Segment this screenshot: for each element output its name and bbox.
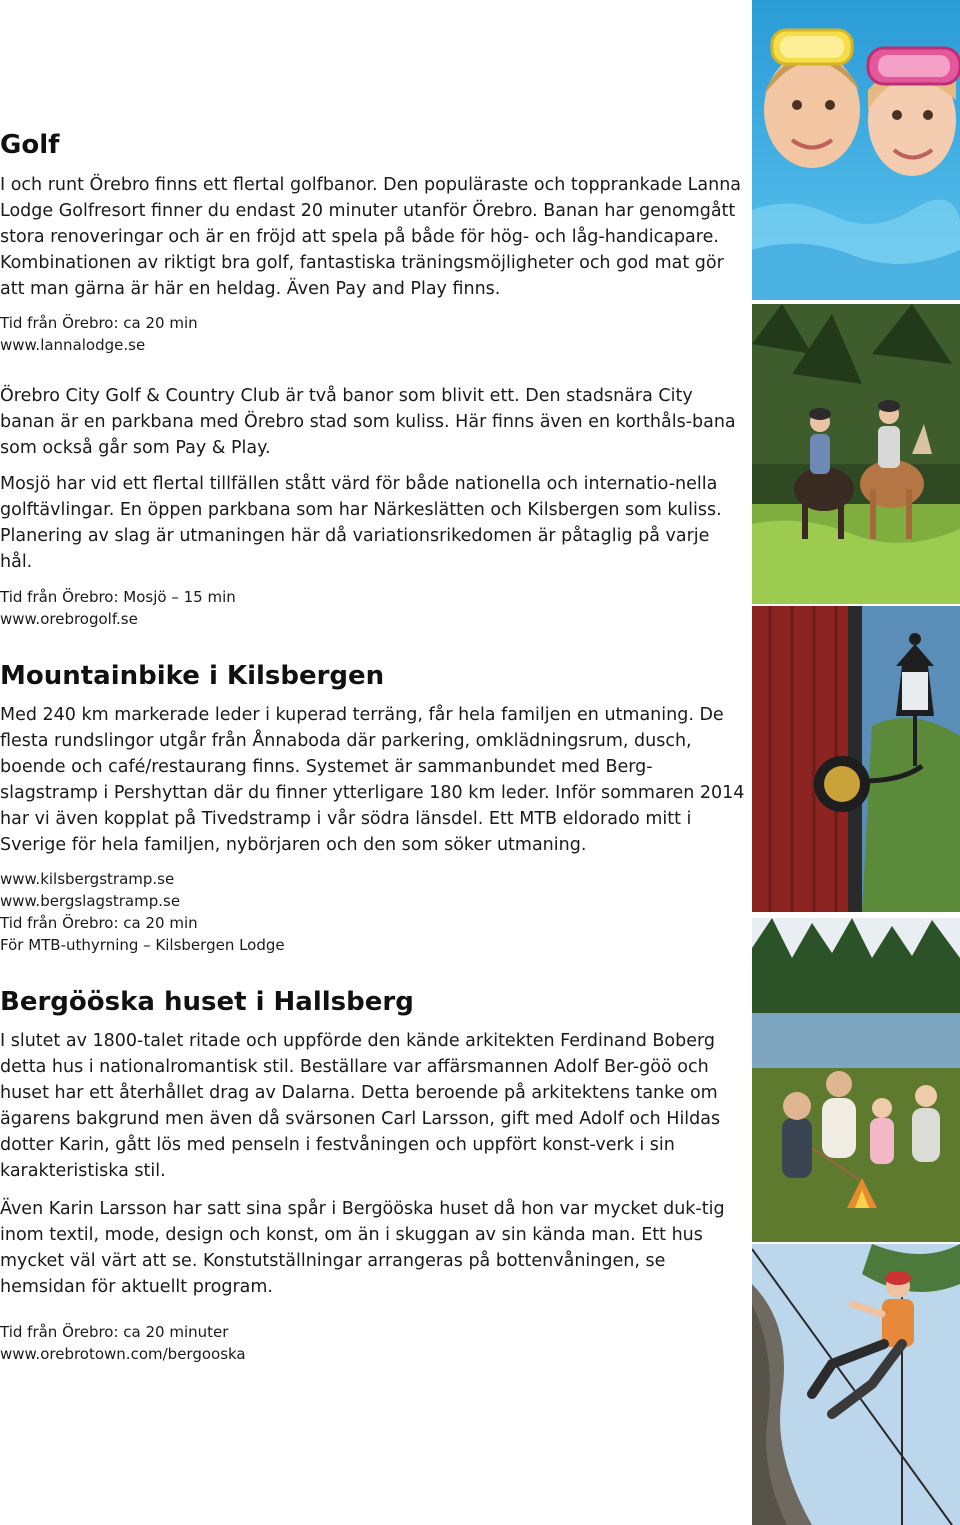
mtb-paragraph: Med 240 km markerade leder i kuperad terräng, får hela familjen en utmaning. De flesta rundslingor utgår från Ånnaboda där parkering, omklädningsrum, dusch, boende och café/restaurang finns. Systemet är sammanbundet med Berg-slagstramp i Pershyttan där du finner ytterligare 180 km leder. Inför sommaren 2014 har vi även kopplat på Tivedstramp i vår södra länsdel. Ett MTB eldorado mitt i Sverige för hela familjen, nybörjaren och den som söker utmaning. xyxy=(0,705,745,855)
golf-intro-paragraph: I och runt Örebro finns ett flertal golfbanor. Den populäraste och topprankade Lanna Lodge Golfresort finner du endast 20 minuter utanför Örebro. Banan har genomgått stora renoveringar och är en fröjd att spela på både för hög- och låg-handicapare. Kombinationen av riktigt bra golf, fantastiska träningsmöjligheter och god mat gör att man gärna är här en heldag. Även Pay and Play finns. xyxy=(0,175,742,299)
link-orebrogolf[interactable]: www.orebrogolf.se xyxy=(0,610,138,628)
photo-horse-riding xyxy=(752,304,960,604)
bergooska-travel-time: Tid från Örebro: ca 20 minuter xyxy=(0,1323,229,1341)
mtb-travel-time: Tid från Örebro: ca 20 min xyxy=(0,914,198,932)
golf-mosjo-paragraph: Mosjö har vid ett flertal tillfällen stått värd för både nationella och internatio-nella golftävlingar. En öppen parkbana som har Närkeslätten och Kilsbergen som kuliss. Planering av slag är utmaningen här då variationsrikedomen är påtaglig på varje hål. xyxy=(0,474,722,572)
heading-bergooska: Bergööska huset i Hallsberg xyxy=(0,987,414,1017)
heading-golf: Golf xyxy=(0,130,60,160)
link-orebrotown-bergooska[interactable]: www.orebrotown.com/bergooska xyxy=(0,1345,246,1363)
link-bergslagstramp[interactable]: www.bergslagstramp.se xyxy=(0,892,181,910)
link-lannalodge[interactable]: www.lannalodge.se xyxy=(0,336,146,354)
link-kilsbergstramp[interactable]: www.kilsbergstramp.se xyxy=(0,870,175,888)
photo-rock-climbing xyxy=(752,1244,960,1525)
mtb-rental: För MTB-uthyrning – Kilsbergen Lodge xyxy=(0,936,285,954)
photo-strip xyxy=(752,0,960,1525)
heading-mountainbike: Mountainbike i Kilsbergen xyxy=(0,661,385,691)
golf-travel-time-lanna: Tid från Örebro: ca 20 min xyxy=(0,314,198,332)
bergooska-karin-paragraph: Även Karin Larsson har satt sina spår i Bergööska huset då hon var mycket duk-tig inom textil, mode, design och konst, om än i skuggan av sin kända man. Ett hus mycket väl värt att se. Konstutställningar arrangeras på bottenvåningen, se hemsidan för aktuellt program. xyxy=(0,1199,725,1297)
photo-family-campfire xyxy=(752,918,960,1242)
bergooska-history-paragraph: I slutet av 1800-talet ritade och uppförde den kände arkitekten Ferdinand Boberg detta hus i nationalromantisk stil. Beställare var affärsmannen Adolf Ber-göö och huset har ett återhållet drag av Dalarna. Detta beroende på arkitektens tanke om ägarens bakgrund men även då svärsonen Carl Larsson, gift med Adolf och Hildas dotter Karin, gått lös med penseln i festvåningen och uppfört konst-verk i sin karakteristiska stil. xyxy=(0,1031,721,1181)
golf-city-paragraph: Örebro City Golf & Country Club är två banor som blivit ett. Den stadsnära City banan är en parkbana med Örebro stad som kuliss. Här finns även en korthåls-bana som också går som Pay & Play. xyxy=(0,386,736,458)
photo-lantern-house xyxy=(752,606,960,912)
golf-travel-time-mosjo: Tid från Örebro: Mosjö – 15 min xyxy=(0,588,236,606)
photo-children-swimming xyxy=(752,0,960,300)
